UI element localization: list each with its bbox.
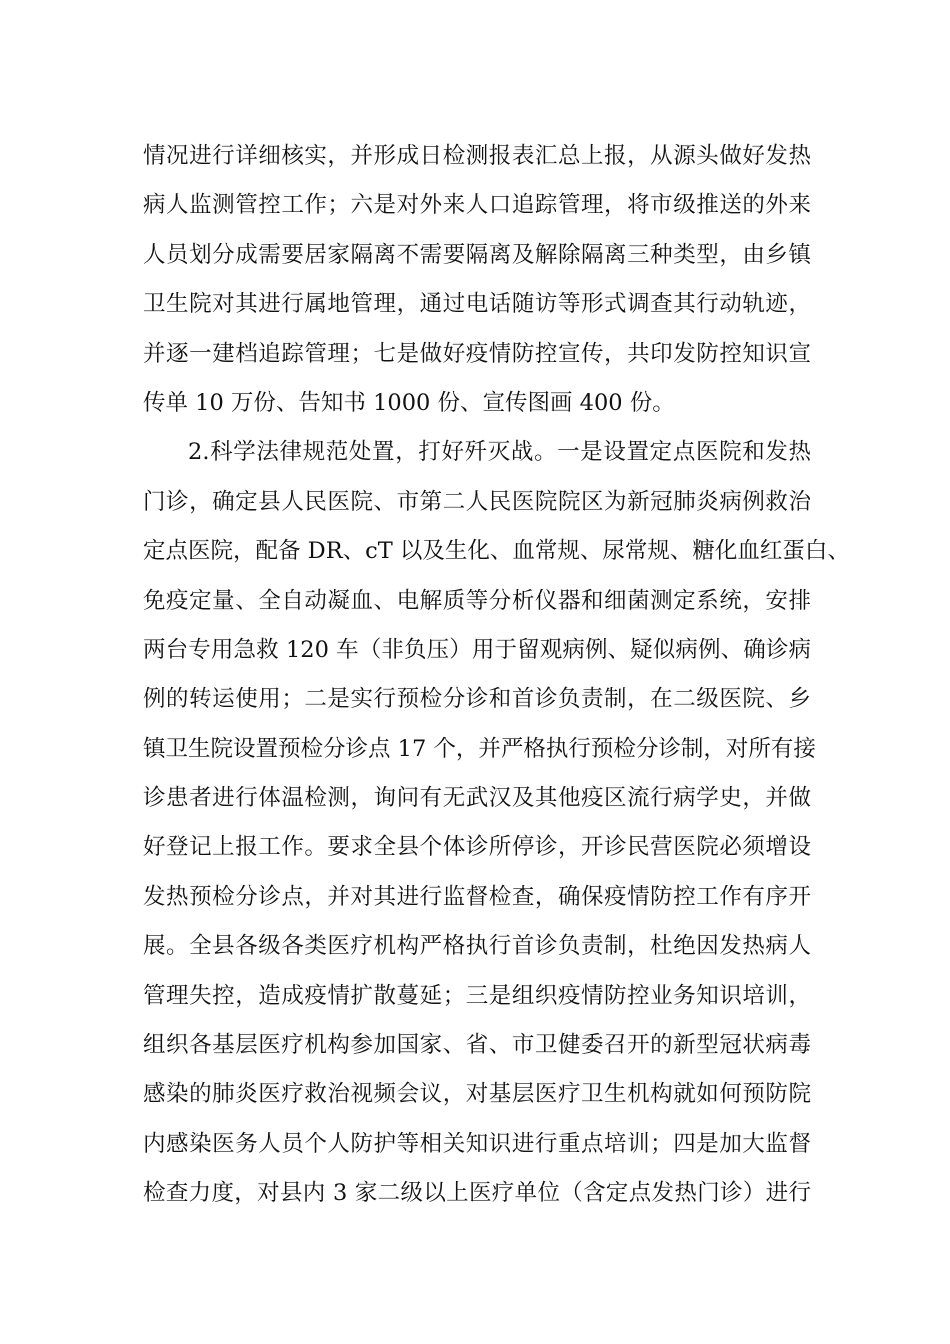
text-line: 定点医院，配备 DR、cT 以及生化、血常规、尿常规、糖化血红蛋白、 <box>143 538 850 565</box>
text-line: 情况进行详细核实，并形成日检测报表汇总上报，从源头做好发热 <box>143 143 811 169</box>
body-text <box>143 132 850 1219</box>
text-line: 好登记上报工作。要求全县个体诊所停诊，开诊民营医院必须增设 <box>143 834 811 861</box>
text-line: 管理失控，造成疫情扩散蔓延；三是组织疫情防控业务知识培训， <box>143 982 811 1009</box>
text-line: 两台专用急救 120 车（非负压）用于留观病例、疑似病例、确诊病 <box>143 636 811 663</box>
text-line: 检查力度，对县内 3 家二级以上医疗单位（含定点发热门诊）进行 <box>143 1180 811 1207</box>
text-line: 病人监测管控工作；六是对外来人口追踪管理，将市级推送的外来 <box>143 192 811 219</box>
text-line: 镇卫生院设置预检分诊点 17 个，并严格执行预检分诊制，对所有接 <box>143 735 816 762</box>
text-line: 2.科学法律规范处置，打好歼灭战。一是设置定点医院和发热 <box>188 439 811 466</box>
text-line: 感染的肺炎医疗救治视频会议，对基层医疗卫生机构就如何预防院 <box>143 1081 811 1108</box>
text-line: 诊患者进行体温检测，询问有无武汉及其他疫区流行病学史，并做 <box>143 785 811 812</box>
text-line: 并逐一建档追踪管理；七是做好疫情防控宣传，共印发防控知识宣 <box>143 340 811 367</box>
text-line: 免疫定量、全自动凝血、电解质等分析仪器和细菌测定系统，安排 <box>143 587 811 614</box>
text-line: 例的转运使用；二是实行预检分诊和首诊负责制，在二级医院、乡 <box>143 686 811 713</box>
text-line: 发热预检分诊点，并对其进行监督检查，确保疫情防控工作有序开 <box>143 883 811 910</box>
text-line: 展。全县各级各类医疗机构严格执行首诊负责制，杜绝因发热病人 <box>143 933 811 960</box>
text-line: 传单 10 万份、告知书 1000 份、宣传图画 400 份。 <box>143 389 675 416</box>
text-line: 人员划分成需要居家隔离不需要隔离及解除隔离三种类型，由乡镇 <box>143 241 811 268</box>
text-line: 卫生院对其进行属地管理，通过电话随访等形式调查其行动轨迹， <box>143 291 811 318</box>
text-line: 组织各基层医疗机构参加国家、省、市卫健委召开的新型冠状病毒 <box>143 1032 811 1059</box>
text-line: 门诊，确定县人民医院、市第二人民医院院区为新冠肺炎病例救治 <box>143 488 811 515</box>
text-line: 内感染医务人员个人防护等相关知识进行重点培训；四是加大监督 <box>143 1130 811 1157</box>
